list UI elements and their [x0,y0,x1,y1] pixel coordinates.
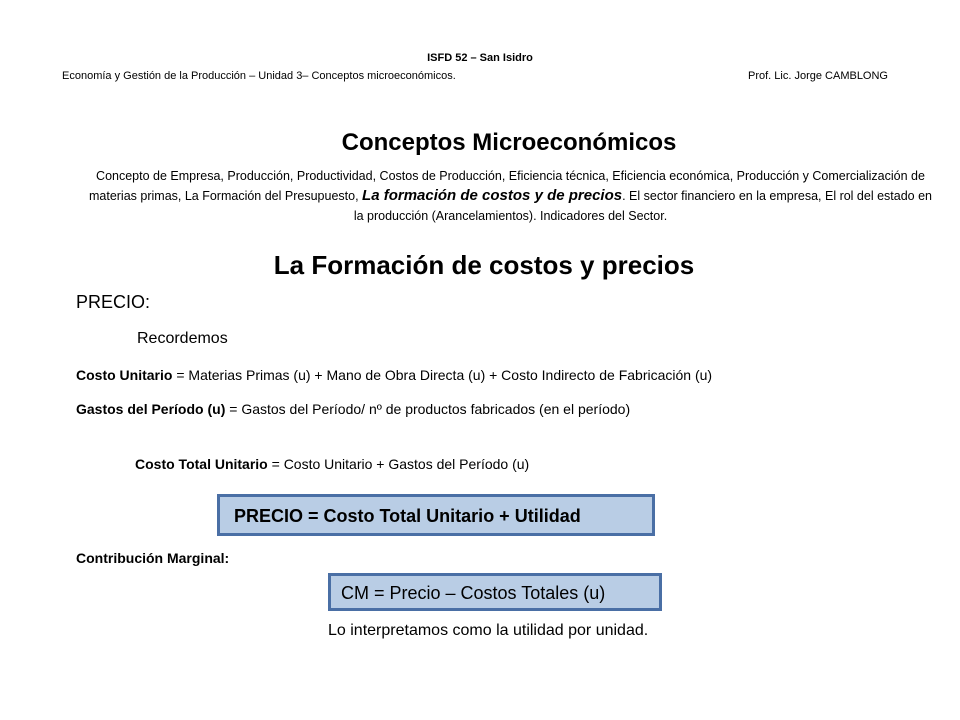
formula-term: Costo Total Unitario [135,456,268,472]
formula-term: Costo Unitario [76,367,173,383]
formula-term: Gastos del Período (u) [76,401,226,417]
topics-text-before: Concepto de Empresa, Producción, Productividad, Costos de Producción, Eficiencia técnica, Eficiencia económica, Producción y Comercialización de materias primas, La Formación del Presupuesto, [88,169,925,203]
topics-text-after: . El sector financiero en la empresa, El rol del estado en la producción (Arancelamientos). Indicadores del Sector. [353,189,932,223]
institution-header: ISFD 52 – San Isidro [427,52,533,64]
formula-expression: = Materias Primas (u) + Mano de Obra Directa (u) + Costo Indirecto de Fabricación (u) [172,367,713,383]
precio-formula-text: PRECIO = Costo Total Unitario + Utilidad [234,506,581,526]
cm-formula-text: CM = Precio – Costos Totales (u) [341,583,606,603]
contribucion-marginal-label: Contribución Marginal: [76,550,230,566]
interpretation-text: Lo interpretamos como la utilidad por unidad. [328,622,649,639]
cm-formula-box [328,573,662,611]
section-title: La Formación de costos y precios [273,250,695,280]
precio-label: PRECIO: [76,292,151,312]
main-title: Conceptos Microeconómicos [341,129,677,156]
precio-formula-box [217,494,655,536]
formula-expression: = Gastos del Período/ nº de productos fabricados (en el período) [225,401,631,417]
professor-header: Prof. Lic. Jorge CAMBLONG [748,70,888,82]
topics-highlight: La formación de costos y de precios [362,187,623,204]
course-header: Economía y Gestión de la Producción – Unidad 3– Conceptos microeconómicos. [62,70,456,82]
formula-costo-total-unitario [135,456,529,472]
topics-list [88,166,933,226]
formula-expression: = Costo Unitario + Gastos del Período (u) [267,456,530,472]
recordemos-text: Recordemos [137,330,228,347]
formula-gastos-periodo [76,401,630,417]
formula-costo-unitario [76,367,712,383]
